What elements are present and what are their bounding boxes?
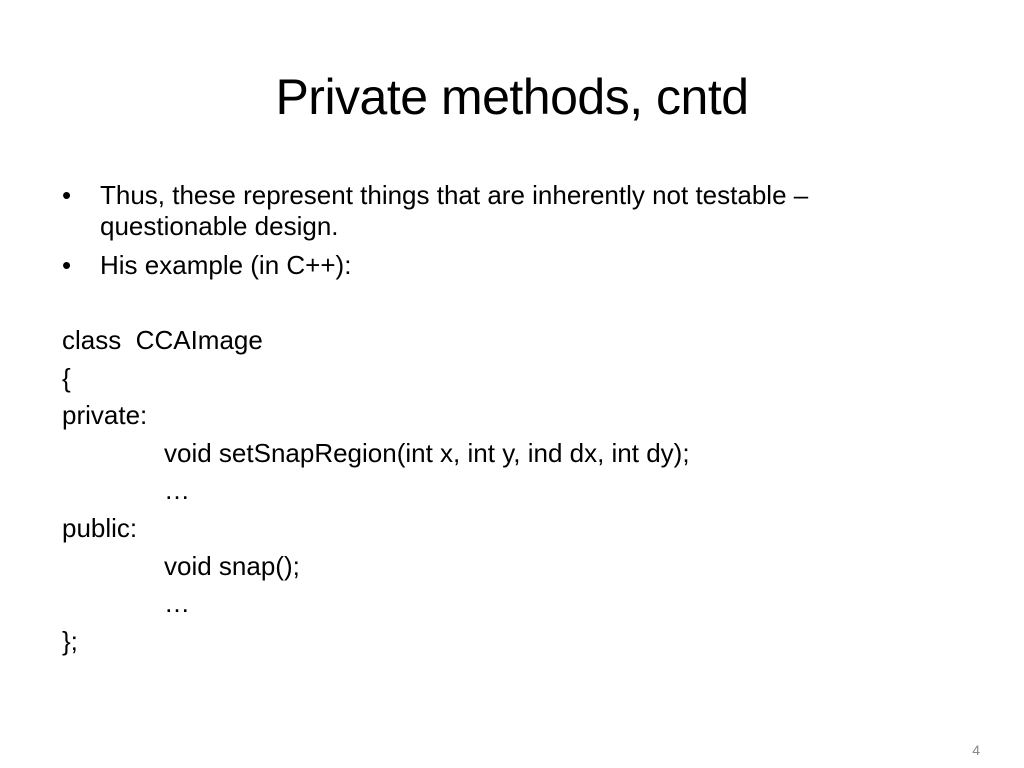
- code-line: void snap();: [164, 550, 300, 581]
- code-line: public:: [62, 512, 138, 543]
- bullet-text-line: questionable design.: [100, 211, 339, 241]
- code-line: private:: [62, 400, 148, 431]
- slide-title: Private methods, cntd: [275, 69, 749, 125]
- code-line: void setSnapRegion(int x, int y, ind dx, int dy);: [164, 437, 690, 468]
- bullet-list: [62, 180, 962, 289]
- code-line: class CCAImage: [62, 325, 263, 355]
- code-line: };: [62, 625, 78, 656]
- bullet-item: [62, 180, 962, 242]
- bullet-text-line: His example (in C++):: [100, 250, 352, 280]
- code-line: …: [164, 588, 190, 619]
- code-line: …: [164, 475, 190, 506]
- code-line: {: [62, 362, 71, 393]
- bullet-text-line: Thus, these represent things that are inherently not testable –: [100, 180, 809, 210]
- page-number: 4: [972, 742, 980, 758]
- bullet-icon: •: [62, 180, 72, 210]
- code-block: [62, 322, 962, 660]
- bullet-item: [62, 250, 962, 281]
- bullet-icon: •: [62, 250, 72, 280]
